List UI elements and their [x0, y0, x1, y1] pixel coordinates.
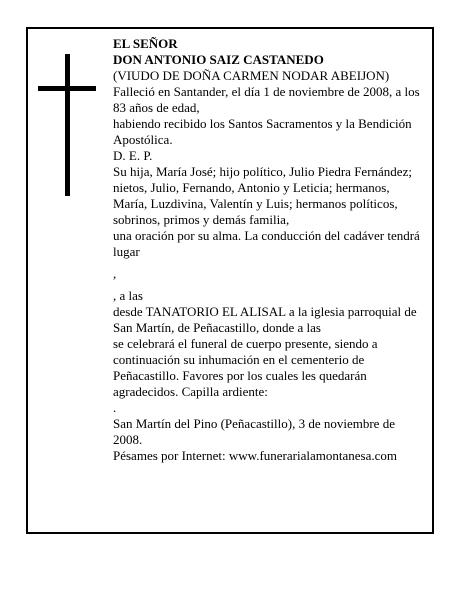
- sacraments-line: habiendo recibido los Santos Sacramentos y la Bendición Apostólica.: [113, 116, 412, 147]
- cross-icon: [38, 54, 96, 196]
- cross-vertical-bar: [65, 54, 70, 196]
- time-line: , a las: [113, 288, 143, 303]
- rip-line: D. E. P.: [113, 148, 153, 163]
- obituary-text: [113, 36, 423, 464]
- condolences-line: Pésames por Internet: www.funerarialamontanesa.com: [113, 448, 397, 463]
- title: EL SEÑOR: [113, 36, 178, 51]
- cross-horizontal-bar: [38, 86, 96, 91]
- widower-line: (VIUDO DE DOÑA CARMEN NODAR ABEIJON): [113, 68, 390, 83]
- place-date-line: San Martín del Pino (Peñacastillo), 3 de noviembre de 2008.: [113, 416, 395, 447]
- from-line: desde TANATORIO EL ALISAL a la iglesia parroquial de San Martín, de Peñacastillo, donde a las: [113, 304, 417, 335]
- funeral-line: se celebrará el funeral de cuerpo presente, siendo a continuación su inhumación en el cementerio de Peñacastillo. Favores por los cuales les quedarán agradecidos. Capilla ardiente:: [113, 336, 378, 399]
- request-line: una oración por su alma. La conducción del cadáver tendrá lugar: [113, 228, 420, 259]
- death-line: Falleció en Santander, el día 1 de noviembre de 2008, a los 83 años de edad,: [113, 84, 420, 115]
- comma-line: ,: [113, 266, 117, 281]
- deceased-name: DON ANTONIO SAIZ CASTANEDO: [113, 52, 324, 67]
- dot-line: .: [113, 400, 117, 415]
- family-line: Su hija, María José; hijo político, Julio Piedra Fernández; nietos, Julio, Fernando, Antonio y Leticia; hermanos, María, Luzdivina, Valentín y Luis; hermanos políticos, sobrinos, primos y demás familia,: [113, 164, 412, 227]
